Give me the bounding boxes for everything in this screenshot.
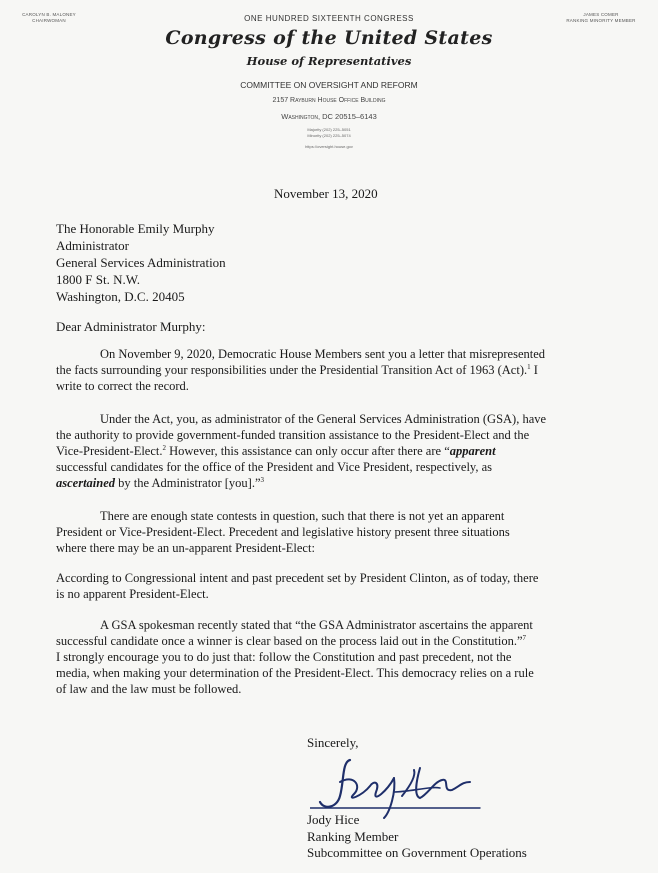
text-line: According to Congressional intent and past precedent set by President Clinton, as of today, there: [56, 571, 539, 585]
phone-numbers: [0, 127, 658, 138]
emphasis-apparent: apparent: [449, 444, 496, 458]
chair-name: CAROLYN B. MALONEY: [22, 12, 76, 17]
committee-name: COMMITTEE ON OVERSIGHT AND REFORM: [240, 80, 418, 90]
text-line: is no apparent President-Elect.: [56, 587, 209, 601]
signer-name: Jody Hice: [307, 812, 360, 827]
paragraph-1: [56, 346, 608, 394]
text-span: successful candidate once a winner is clear based on the process laid out in the Constitution.”: [56, 634, 523, 648]
ranking-member-block: [556, 12, 646, 24]
letter-date: November 13, 2020: [274, 186, 378, 201]
ranking-member-name: JAMES COMER: [583, 12, 619, 17]
congress-number: ONE HUNDRED SIXTEENTH CONGRESS: [244, 14, 414, 23]
footnote-ref: 7: [522, 633, 527, 642]
chair-role: CHAIRWOMAN: [32, 18, 66, 23]
ranking-member-role: RANKING MINORITY MEMBER: [566, 18, 636, 23]
text-line: [56, 633, 608, 649]
text-line: [56, 443, 608, 459]
phone-minority: Minority (202) 225–5074: [307, 132, 351, 138]
text-line: write to correct the record.: [56, 379, 189, 393]
text-line: media, when making your determination of the President-Elect. This democracy relies on a rule: [56, 666, 534, 680]
text-line: On November 9, 2020, Democratic House Members sent you a letter that misrepresented: [100, 347, 546, 361]
text-line: of law and the law must be followed.: [56, 682, 242, 696]
text-line: There are enough state contests in question, such that there is not yet an apparent: [100, 509, 505, 523]
closing: Sincerely,: [307, 735, 359, 750]
text-line: I strongly encourage you to do just that: follow the Constitution and past precedent, not the: [56, 650, 512, 664]
signer-title: Ranking Member: [307, 828, 399, 844]
recipient-line: 1800 F St. N.W.: [56, 272, 141, 287]
text-span: I: [530, 363, 538, 377]
text-line: [56, 362, 608, 378]
paragraph-4: [56, 570, 608, 602]
text-span: the facts surrounding your responsibilities under the Presidential Transition Act of 1963 (Act).: [56, 363, 528, 377]
text-span: by the Administrator [you].”: [115, 476, 261, 490]
footnote-ref: 2: [162, 443, 166, 452]
city-address: Washington, DC 20515–6143: [281, 112, 377, 121]
paragraph-2: [56, 411, 608, 491]
emphasis-ascertained: ascertained: [56, 476, 116, 490]
text-line: [56, 475, 608, 491]
recipient-line: Washington, D.C. 20405: [56, 289, 185, 304]
website-url: https://oversight.house.gov: [305, 144, 353, 149]
footnote-ref: 1: [527, 362, 531, 371]
office-address: 2157 Rayburn House Office Building: [272, 97, 386, 104]
signature-block: [307, 812, 527, 862]
paragraph-3: [56, 508, 608, 556]
letterhead-house: House of Representatives: [246, 54, 412, 68]
salutation: Dear Administrator Murphy:: [56, 319, 206, 334]
text-line: successful candidates for the office of the President and Vice President, respectively, as: [56, 460, 493, 474]
phone-majority: Majority (202) 225–5051: [307, 127, 351, 132]
text-line: the authority to provide government-funded transition assistance to the President-Elect and the: [56, 428, 530, 442]
text-line: President or Vice-President-Elect. Precedent and legislative history present three situations: [56, 525, 510, 539]
footnote-ref: 3: [260, 475, 264, 484]
recipient-line: The Honorable Emily Murphy: [56, 221, 215, 236]
letterhead-title: Congress of the United States: [165, 27, 493, 49]
text-line: where there may be an un-apparent President-Elect:: [56, 541, 315, 555]
text-span: Vice-President-Elect.: [56, 444, 163, 458]
text-line: Under the Act, you, as administrator of the General Services Administration (GSA), have: [100, 412, 547, 426]
paragraph-5: [56, 617, 608, 697]
text-span: However, this assistance can only occur after there are “: [166, 444, 450, 458]
recipient-address: [56, 220, 226, 305]
recipient-line: Administrator: [56, 238, 129, 253]
signer-subcommittee: Subcommittee on Government Operations: [307, 845, 527, 860]
recipient-line: General Services Administration: [56, 255, 226, 270]
text-line: A GSA spokesman recently stated that “the GSA Administrator ascertains the apparent: [100, 618, 533, 632]
